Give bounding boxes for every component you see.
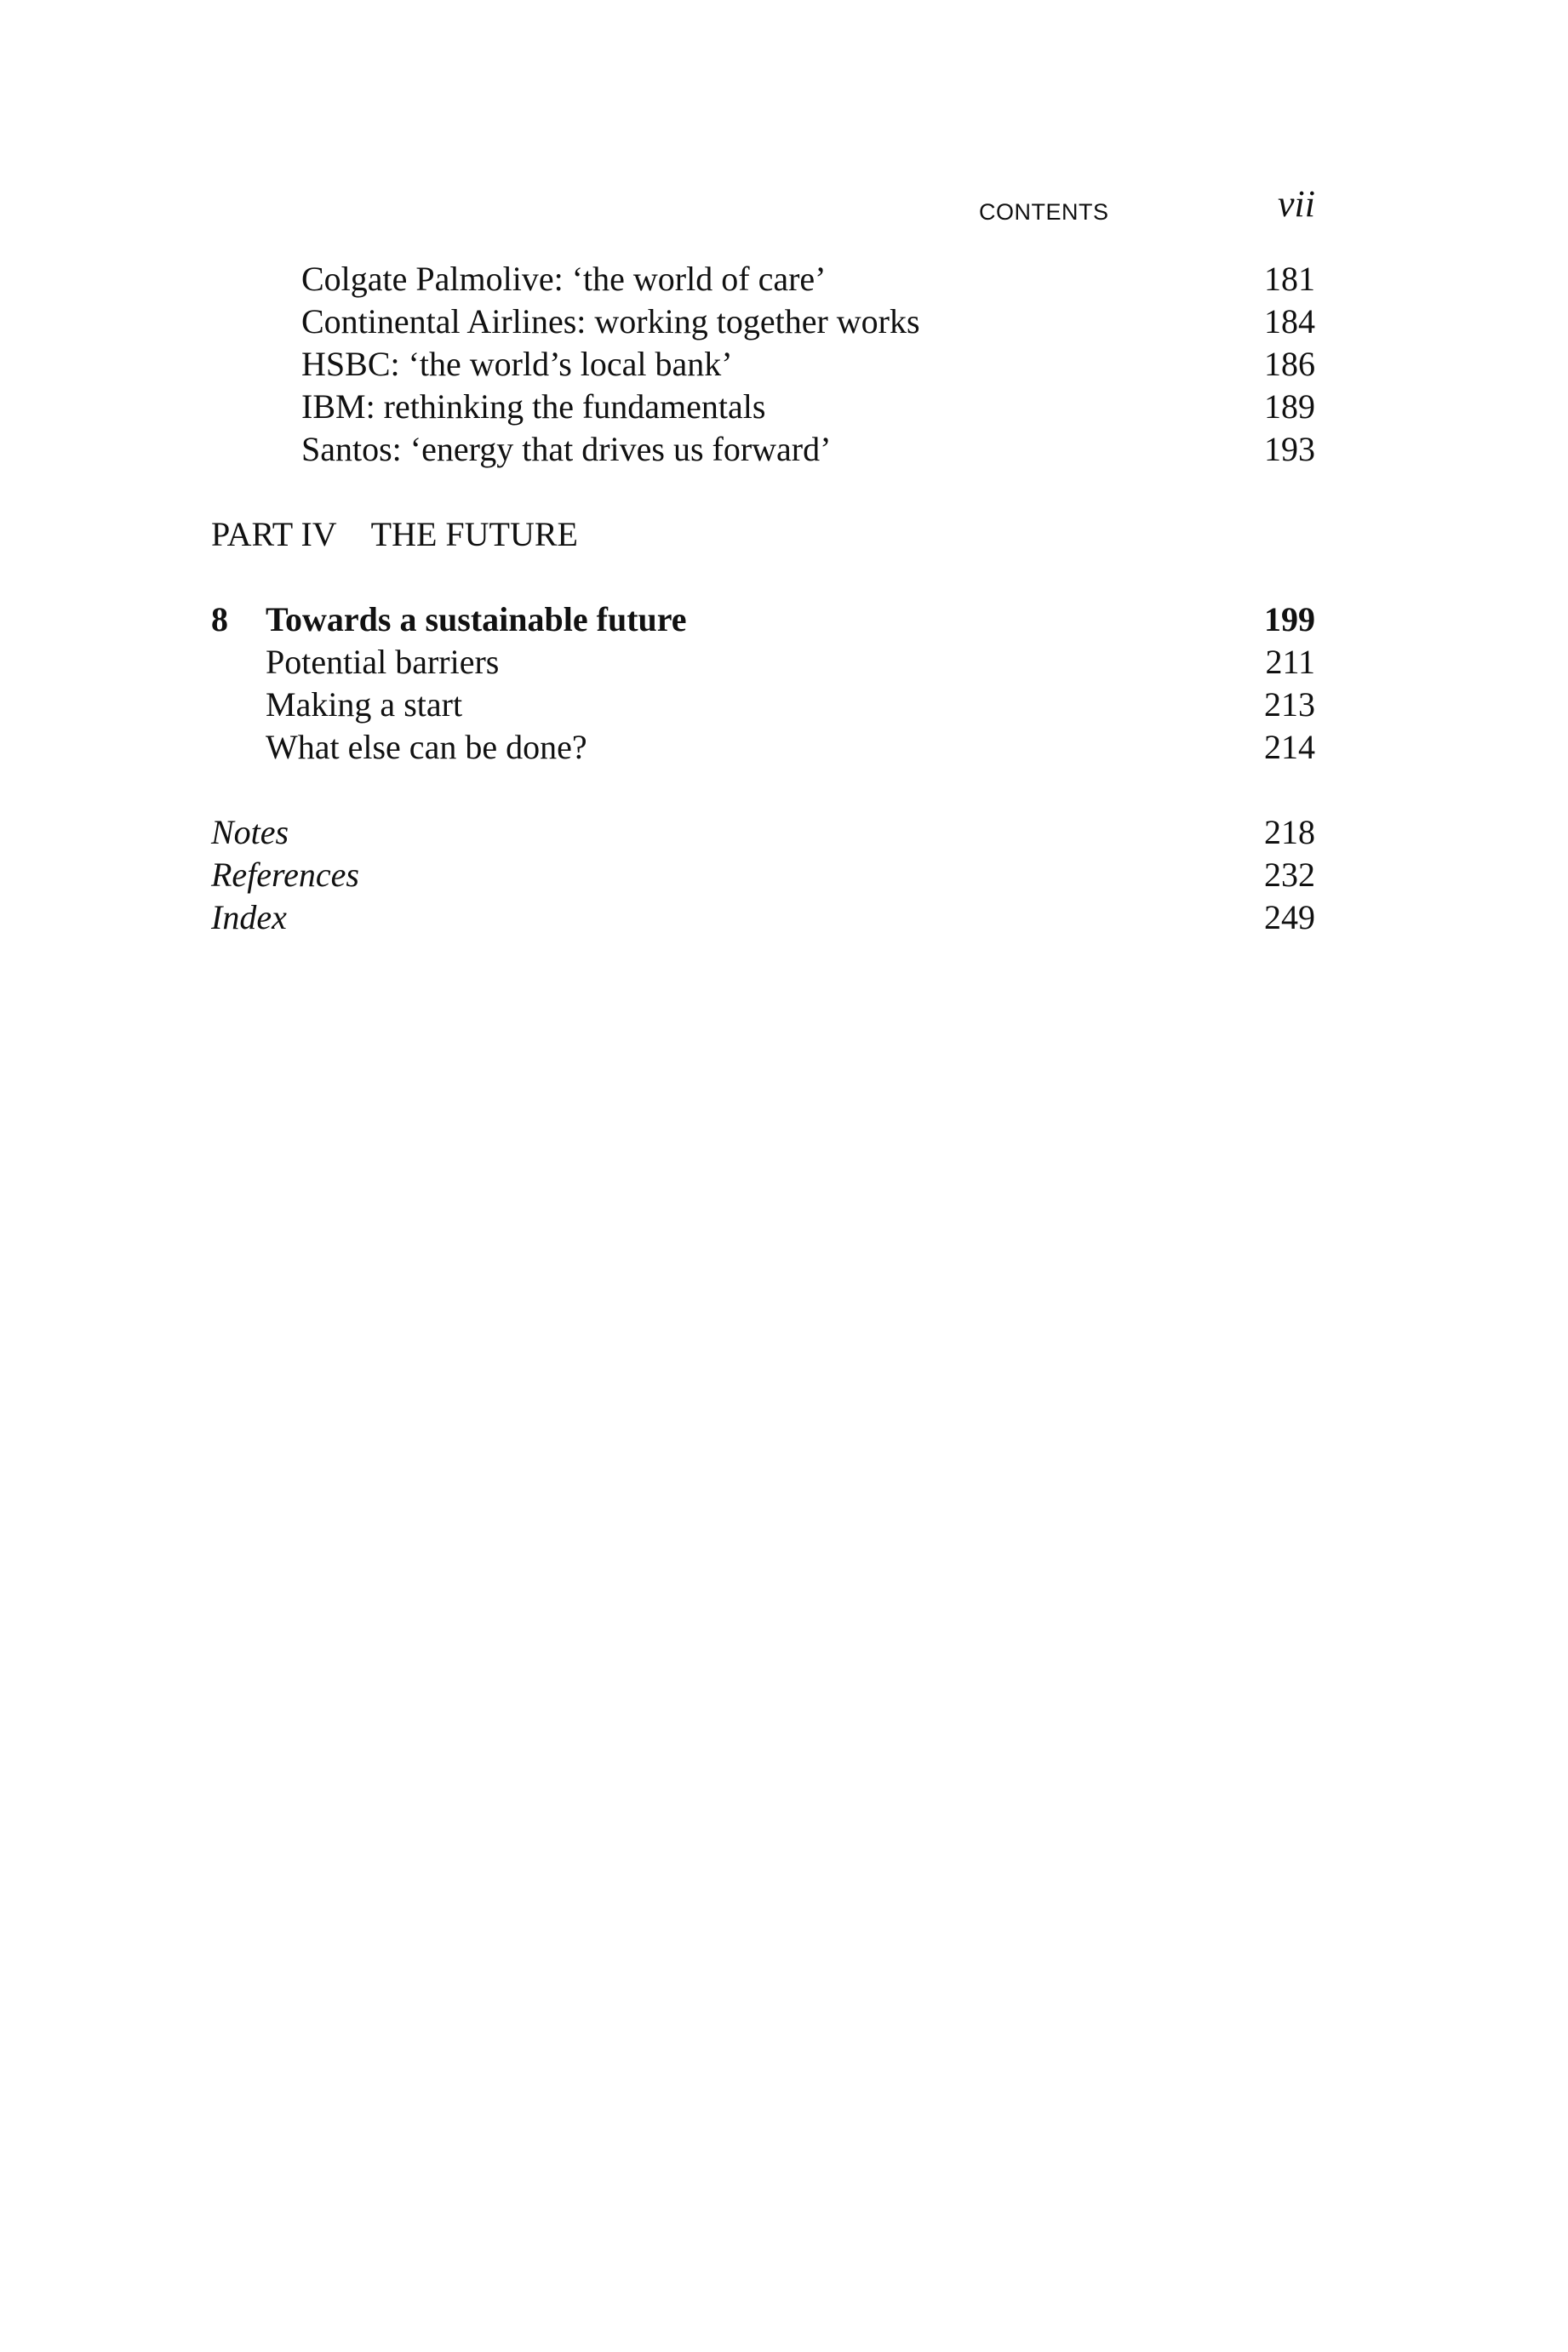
- page-folio: vii: [1278, 183, 1315, 225]
- part-heading: [211, 513, 578, 556]
- toc-entry-page: 189: [1264, 387, 1315, 426]
- toc-entry-title: What else can be done?: [266, 728, 587, 766]
- toc-entry[interactable]: [211, 684, 1315, 726]
- back-matter-title: Notes: [211, 813, 289, 851]
- chapter-page: 199: [1264, 600, 1315, 638]
- toc-entry-title: Santos: ‘energy that drives us forward’: [301, 430, 832, 468]
- toc-entry-title: Colgate Palmolive: ‘the world of care’: [301, 260, 827, 298]
- back-matter-page: 218: [1264, 813, 1315, 851]
- toc-entry[interactable]: [211, 343, 1315, 386]
- toc-entry-page: 184: [1264, 302, 1315, 340]
- chapter-number: 8: [211, 600, 228, 638]
- toc-entry-page: 181: [1264, 260, 1315, 298]
- back-matter-page: 232: [1264, 856, 1315, 894]
- back-matter-title: References: [211, 856, 359, 894]
- toc-entry-page: 211: [1265, 643, 1315, 681]
- toc-entry-title: Continental Airlines: working together works: [301, 302, 920, 340]
- back-matter-page: 249: [1264, 898, 1315, 936]
- toc-entry[interactable]: [211, 258, 1315, 300]
- toc-entry-title: Making a start: [266, 685, 463, 724]
- part-title: THE FUTURE: [370, 515, 578, 553]
- toc-entry-page: 213: [1264, 685, 1315, 724]
- toc-entry-title: IBM: rethinking the fundamentals: [301, 387, 766, 426]
- toc-entry-page: 186: [1264, 345, 1315, 383]
- chapter-title: Towards a sustainable future: [266, 600, 687, 638]
- toc-back-matter[interactable]: [211, 896, 1315, 939]
- toc-chapter[interactable]: [211, 598, 1315, 641]
- toc-entry[interactable]: [211, 386, 1315, 428]
- running-head: [851, 182, 1315, 233]
- toc-entry[interactable]: [211, 428, 1315, 471]
- toc-back-matter[interactable]: [211, 854, 1315, 896]
- toc-back-matter[interactable]: [211, 811, 1315, 854]
- running-head-label: CONTENTS: [979, 199, 1109, 225]
- toc-entry-page: 214: [1264, 728, 1315, 766]
- toc-entry[interactable]: [211, 641, 1315, 684]
- toc-entry[interactable]: [211, 300, 1315, 343]
- toc-entry-title: HSBC: ‘the world’s local bank’: [301, 345, 733, 383]
- toc-entry-title: Potential barriers: [266, 643, 500, 681]
- toc-entry[interactable]: [211, 726, 1315, 769]
- back-matter-title: Index: [211, 898, 287, 936]
- toc-entry-page: 193: [1264, 430, 1315, 468]
- part-label: PART IV: [211, 515, 337, 553]
